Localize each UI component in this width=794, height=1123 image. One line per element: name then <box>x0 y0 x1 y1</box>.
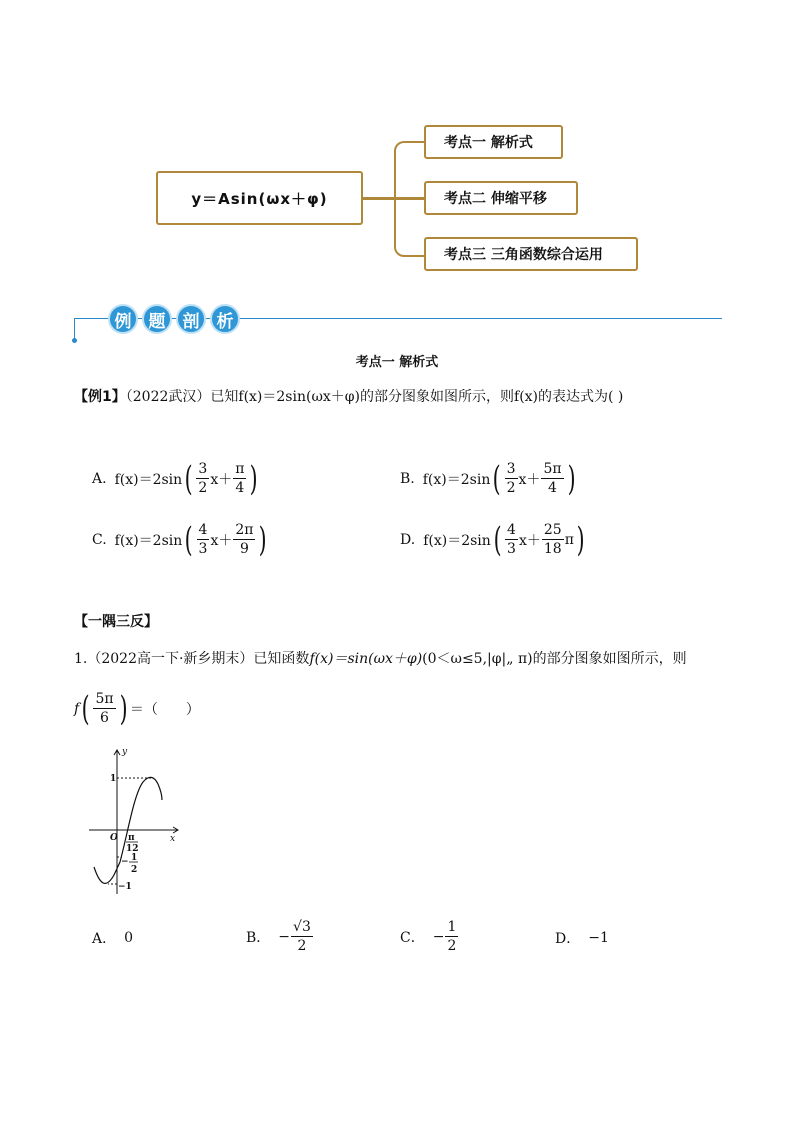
section-char-1: 例 <box>108 304 138 334</box>
tick-half-minus: − <box>121 857 129 867</box>
section-divider-tick <box>74 318 75 340</box>
example1-option-c[interactable]: C. f(x)＝2sin ( $\frac{4}{3}$ x＋ $\frac{2\pi}{9}$ ) <box>92 519 268 560</box>
option-label: A． <box>92 931 117 947</box>
practice-q1-ask-f: f <box>74 700 80 717</box>
option-value: 0 <box>124 930 134 946</box>
option-sign: − <box>278 928 291 945</box>
practice-option-d[interactable] <box>555 928 609 948</box>
option-label: B. <box>400 470 415 487</box>
tick-half-num: 1 <box>131 853 138 863</box>
mindmap-main-box <box>156 171 363 225</box>
mindmap-point-2-label: 考点二 伸缩平移 <box>444 191 547 207</box>
option-frac-2: $\frac{25}{18}$ <box>543 522 562 557</box>
example1-func: f(x)＝2sin(ωx＋φ) <box>238 389 361 405</box>
origin-label: O <box>110 833 118 843</box>
option-label: C. <box>92 531 107 548</box>
option-frac-1: $\frac{4}{3}$ <box>507 522 516 557</box>
option-lhs: f(x)＝2sin <box>422 471 491 488</box>
tick-half-den: 2 <box>131 865 138 875</box>
mindmap-mid-branch <box>394 197 424 200</box>
option-lhs: f(x)＝2sin <box>423 532 491 549</box>
example1-label: 【例1】 <box>74 389 126 405</box>
section-divider-dot <box>72 338 77 343</box>
example1-source: （2022武汉）已知 <box>125 389 239 405</box>
mindmap-point-1 <box>424 125 563 159</box>
option-frac-2: $\frac{\pi}{4}$ <box>235 461 245 496</box>
option-suffix: π <box>564 531 574 548</box>
practice-q1-tail: 的部分图象如图所示，则 <box>532 651 687 667</box>
option-label: A. <box>92 470 107 487</box>
tick-pi-den: 12 <box>126 844 139 854</box>
practice-option-b[interactable] <box>246 918 314 955</box>
practice-q1-ask: f ( $\frac{5\pi}{6}$ ) ＝（ ） <box>74 688 200 729</box>
tick-neg-one: −1 <box>118 882 132 892</box>
option-mid: x＋ <box>518 471 541 488</box>
option-mid: x＋ <box>210 532 233 549</box>
mindmap-point-3-label: 考点三 三角函数综合运用 <box>444 247 603 263</box>
mindmap-connector <box>363 197 395 200</box>
option-frac-1: $\frac{3}{2}$ <box>506 461 516 496</box>
mindmap-point-1-label: 考点一 解析式 <box>444 135 533 151</box>
option-frac-2: $\frac{5\pi}{4}$ <box>543 461 562 496</box>
tick-one: 1 <box>110 774 117 784</box>
section-char-4: 析 <box>210 304 240 334</box>
section-char-2: 题 <box>142 304 172 334</box>
option-frac: $\frac{√3}{2}$ <box>293 919 311 954</box>
option-lhs: f(x)＝2sin <box>114 471 183 488</box>
practice-q1-cond: (0＜ω≤5,|φ|„ π) <box>422 651 533 667</box>
practice-q1-ask-frac: $\frac{5\pi}{6}$ <box>95 691 114 726</box>
example1-question <box>74 386 623 406</box>
option-mid: x＋ <box>210 471 233 488</box>
practice-title: 【一隅三反】 <box>74 614 158 630</box>
option-label: C． <box>400 929 425 946</box>
practice-q1-prefix: 1.（2022高一下·新乡期末）已知函数 <box>74 651 310 667</box>
option-label: D. <box>400 531 416 548</box>
mindmap-point-2 <box>424 181 578 215</box>
section-char-3: 剖 <box>176 304 206 334</box>
sine-graph <box>86 742 186 897</box>
example1-tail: 的部分图象如图所示，则f(x)的表达式为( ) <box>360 389 624 405</box>
option-label: B． <box>246 929 271 946</box>
example1-option-b[interactable]: B. f(x)＝2sin ( $\frac{3}{2}$ x＋ $\frac{5\pi}{4}$ ) <box>400 458 576 499</box>
option-value: −1 <box>588 930 609 946</box>
example1-option-a[interactable]: A. f(x)＝2sin ( $\frac{3}{2}$ x＋ $\frac{\pi}{4}$ ) <box>92 458 259 499</box>
topic-title: 考点一 解析式 <box>355 355 439 370</box>
option-sign: − <box>432 928 445 945</box>
tick-pi-num: π <box>128 833 135 843</box>
practice-option-c[interactable] <box>400 918 459 955</box>
option-frac-1: $\frac{4}{3}$ <box>198 522 208 557</box>
practice-option-a[interactable] <box>92 928 133 948</box>
x-axis-label: x <box>170 834 176 844</box>
mindmap-main-label: y＝Asin(ωx＋φ) <box>191 189 328 208</box>
option-frac-1: $\frac{3}{2}$ <box>198 461 208 496</box>
y-axis-label: y <box>122 747 128 757</box>
option-frac-2: $\frac{2\pi}{9}$ <box>235 522 254 557</box>
example1-option-d[interactable]: D. f(x)＝2sin ( $\frac{4}{3}$ x＋ $\frac{25}{18}$ π ) <box>400 519 585 560</box>
practice-q1 <box>74 648 687 668</box>
option-mid: x＋ <box>518 532 541 549</box>
option-label: D． <box>555 931 581 947</box>
option-lhs: f(x)＝2sin <box>114 532 183 549</box>
practice-q1-func: f(x)＝sin(ωx＋φ) <box>309 651 423 667</box>
mindmap-point-3 <box>424 237 638 271</box>
practice-q1-ask-eq: ＝（ ） <box>129 701 200 718</box>
option-frac: $\frac{1}{2}$ <box>447 919 457 954</box>
